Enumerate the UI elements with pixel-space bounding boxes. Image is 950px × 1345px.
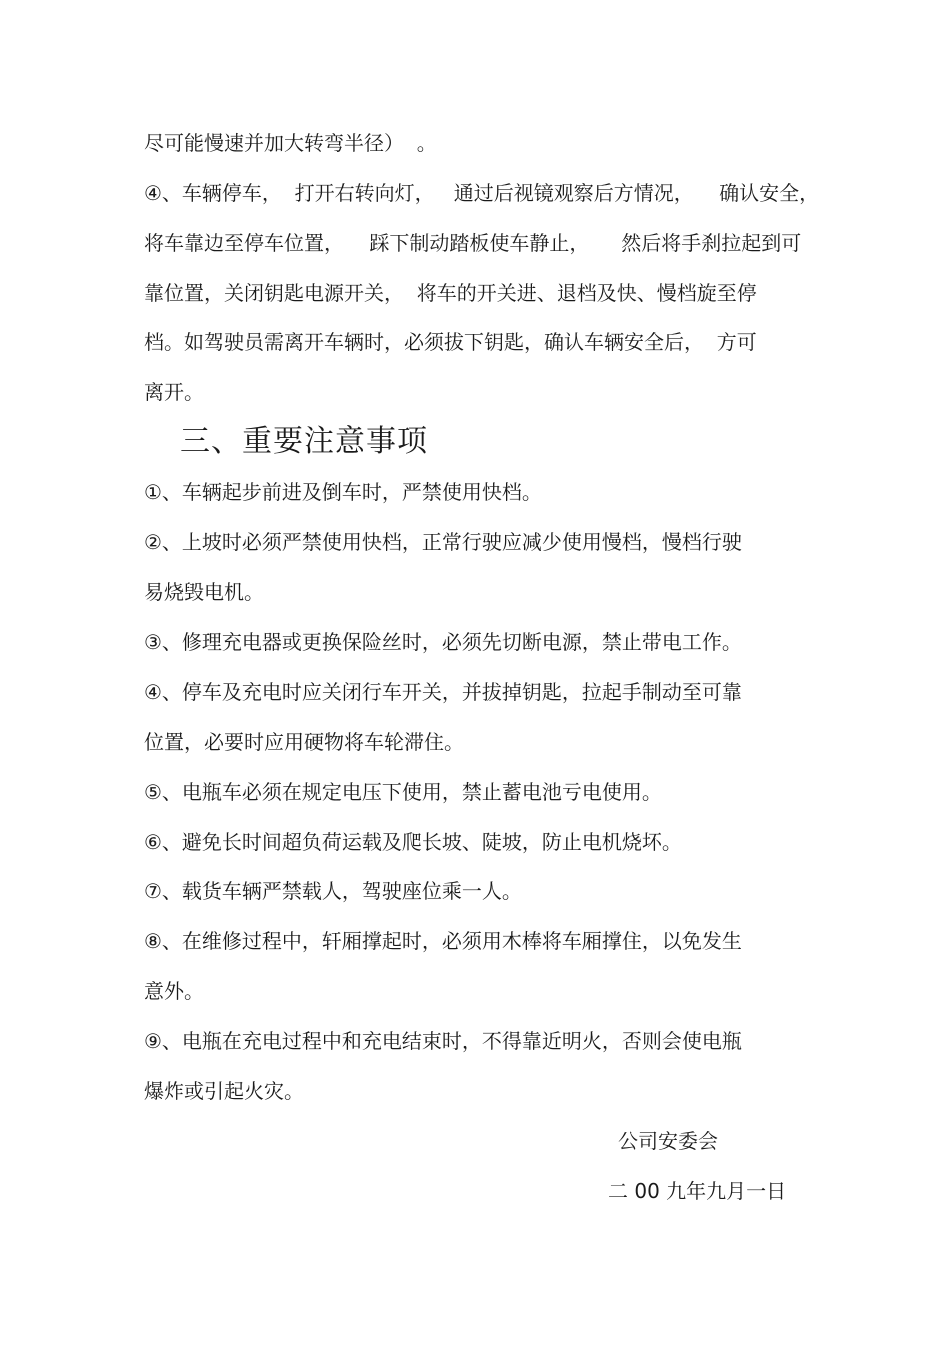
signature-date: 二 00 九年九月一日 [608, 1179, 787, 1203]
text-line: 档。如驾驶员需离开车辆时，必须拔下钥匙，确认车辆安全后， 方可 [144, 330, 757, 354]
text-line: 将车靠边至停车位置， 踩下制动踏板使车静止， 然后将手刹拉起到可 [144, 231, 802, 255]
signature-organization: 公司安委会 [618, 1129, 718, 1153]
text-line: ①、车辆起步前进及倒车时，严禁使用快档。 [144, 480, 542, 504]
text-line: ③、修理充电器或更换保险丝时，必须先切断电源，禁止带电工作。 [144, 630, 742, 654]
text-line: 尽可能慢速并加大转弯半径） 。 [144, 131, 437, 155]
text-line: ④、停车及充电时应关闭行车开关，并拔掉钥匙，拉起手制动至可靠 [144, 680, 742, 704]
text-line: ②、上坡时必须严禁使用快档，正常行驶应减少使用慢档，慢档行驶 [144, 530, 742, 554]
text-line: 易烧毁电机。 [144, 580, 264, 604]
section-title: 三、重要注意事项 [180, 424, 428, 459]
text-line: ⑧、在维修过程中，轩厢撑起时，必须用木棒将车厢撑住，以免发生 [144, 929, 742, 953]
text-line: 位置，必要时应用硬物将车轮滞住。 [144, 730, 464, 754]
text-line: ⑦、载货车辆严禁载人，驾驶座位乘一人。 [144, 879, 522, 903]
text-line: ⑥、避免长时间超负荷运载及爬长坡、陡坡，防止电机烧坏。 [144, 830, 682, 854]
text-line: 离开。 [144, 380, 204, 404]
text-line: ⑤、电瓶车必须在规定电压下使用，禁止蓄电池亏电使用。 [144, 780, 662, 804]
text-line: 靠位置，关闭钥匙电源开关， 将车的开关进、退档及快、慢档旋至停 [144, 281, 757, 305]
text-line: 爆炸或引起火灾。 [144, 1079, 304, 1103]
text-line: ④、车辆停车， 打开右转向灯， 通过后视镜观察后方情况， 确认安全， [144, 181, 820, 205]
text-line: 意外。 [144, 979, 204, 1003]
text-line: ⑨、电瓶在充电过程中和充电结束时，不得靠近明火，否则会使电瓶 [144, 1029, 742, 1053]
